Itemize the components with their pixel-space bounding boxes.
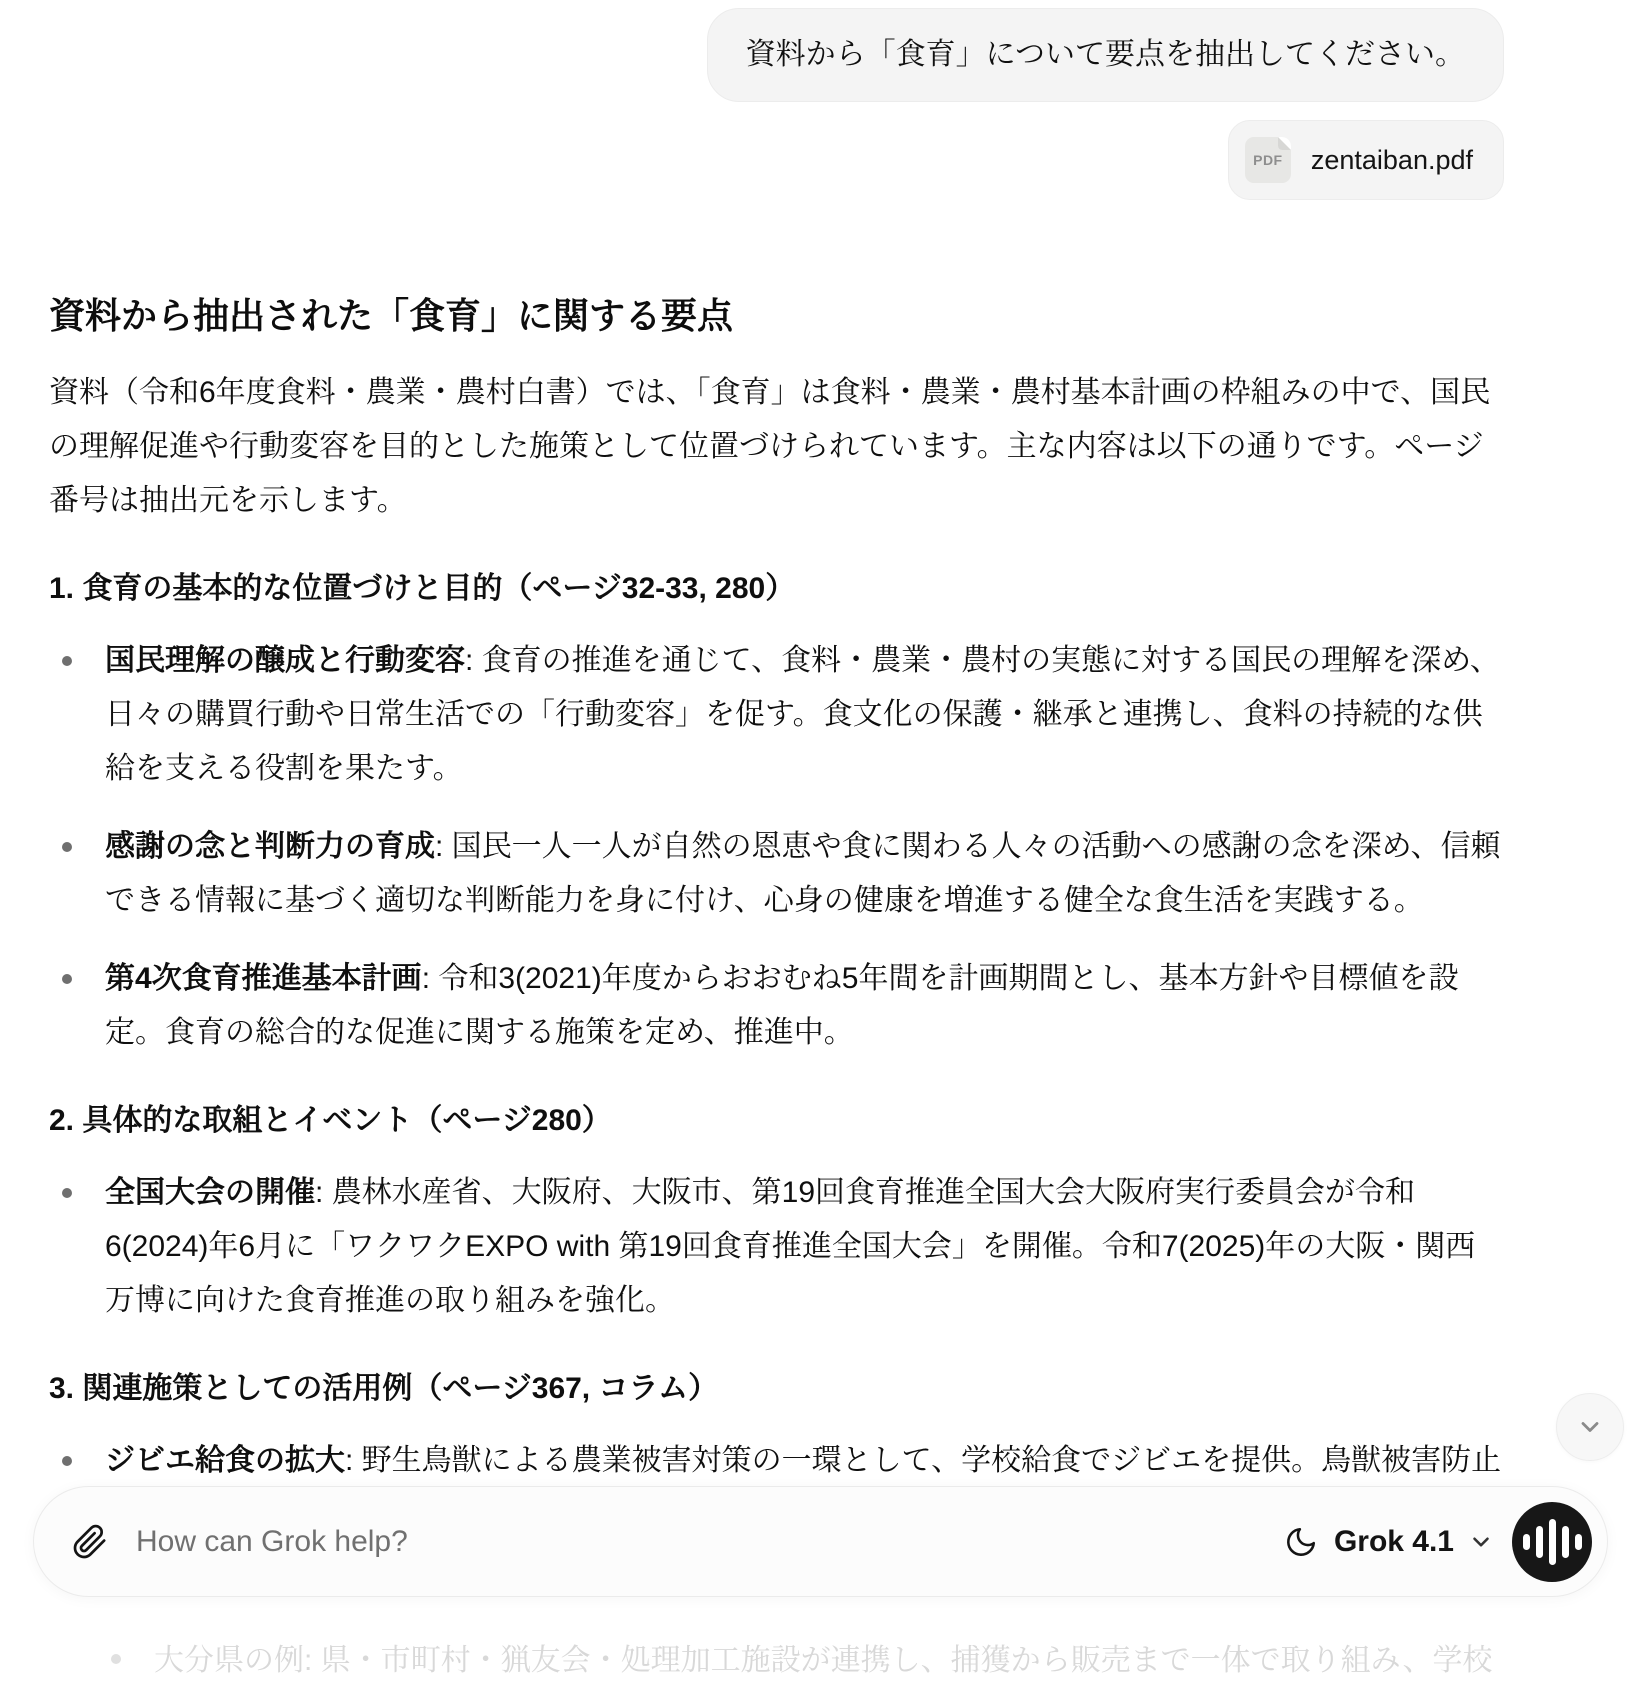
response-intro: 資料（令和6年度食料・農業・農村白書）では、「食育」は食料・農業・農村基本計画の枠組みの中で、国民の理解促進や行動変容を目的とした施策として位置づけられています。主な内容は以下の通りです。ページ番号は抽出元を示します。 [49, 376, 1491, 517]
faded-overflow-line [105, 1634, 1625, 1688]
message-input[interactable] [134, 1524, 1284, 1560]
moon-icon [1284, 1525, 1318, 1559]
bullet-lead: 全国大会の開催 [105, 1176, 315, 1209]
attach-file-button[interactable] [72, 1524, 108, 1560]
section-2-list [49, 1166, 1504, 1328]
faded-line-text: 大分県の例: 県・市町村・猟友会・処理加工施設が連携し、捕獲から販売まで一体で取り組み、学校 [154, 1644, 1493, 1677]
composer-bar[interactable] [33, 1486, 1608, 1597]
bullet-body: : 令和3(2021)年度からおおむね5年間を計画期間とし、基本方針や目標値を設定。食育の総合的な促進に関する施策を定め、推進中。 [105, 962, 1459, 1049]
section-2-title: 2. 具体的な取組とイベント（ページ280） [49, 1104, 612, 1137]
list-item [49, 820, 1504, 928]
section-3-list [49, 1434, 1504, 1488]
bullet-body: : 農林水産省、大阪府、大阪市、第19回食育推進全国大会大阪府実行委員会が令和6(2024)年6月に「ワクワクEXPO with 第19回食育推進全国大会」を開催。令和7(2025)年の大阪・関西万博に向けた食育推進の取り組みを強化。 [105, 1176, 1476, 1317]
chat-column [49, 0, 1504, 1488]
bullet-lead: 感謝の念と判断力の育成 [105, 830, 435, 863]
assistant-response [49, 294, 1504, 1488]
model-label: Grok 4.1 [1333, 1524, 1454, 1558]
model-selector[interactable] [1284, 1525, 1494, 1559]
bullet-body: : 国民一人一人が自然の恩恵や食に関わる人々の活動への感謝の念を深め、信頼できる情報に基づく適切な判断能力を身に付け、心身の健康を増進する健全な食生活を実践する。 [105, 830, 1501, 917]
bullet-lead: 国民理解の醸成と行動変容 [105, 644, 465, 677]
chevron-down-icon [1468, 1529, 1494, 1555]
bullet-dot-icon [111, 1654, 121, 1664]
bullet-dot-icon [62, 842, 72, 852]
list-item [49, 634, 1504, 796]
list-item [49, 952, 1504, 1060]
user-message-text: 資料から「食育」について要点を抽出してください。 [745, 38, 1465, 71]
bullet-body: : 野生鳥獣による農業被害対策の一環として、学校給食でジビエを提供。鳥獣被害防止 [345, 1444, 1502, 1477]
bullet-lead: ジビエ給食の拡大 [105, 1444, 345, 1477]
bullet-dot-icon [62, 1188, 72, 1198]
scroll-to-bottom-button[interactable] [1556, 1393, 1624, 1461]
list-item [49, 1434, 1504, 1488]
bullet-lead: 第4次食育推進基本計画 [105, 962, 422, 995]
response-title: 資料から抽出された「食育」に関する要点 [49, 295, 734, 336]
section-3-title: 3. 関連施策としての活用例（ページ367, コラム） [49, 1372, 719, 1405]
user-message-group [49, 0, 1504, 200]
paperclip-icon [72, 1524, 108, 1560]
section-1-title: 1. 食育の基本的な位置づけと目的（ページ32-33, 280） [49, 572, 796, 605]
waveform-icon [1523, 1534, 1530, 1550]
attachment-card[interactable] [1228, 120, 1504, 200]
bullet-dot-icon [62, 1456, 72, 1466]
chevron-down-icon [1576, 1413, 1604, 1441]
bullet-dot-icon [62, 656, 72, 666]
bullet-body: : 食育の推進を通じて、食料・農業・農村の実態に対する国民の理解を深め、日々の購買行動や日常生活での「行動変容」を促す。食文化の保護・継承と連携し、食料の持続的な供給を支える役割を果たす。 [105, 644, 1500, 785]
section-1-list [49, 634, 1504, 1060]
voice-mode-button[interactable] [1512, 1502, 1592, 1582]
attachment-filename: zentaiban.pdf [1310, 144, 1473, 175]
user-message-bubble [707, 8, 1504, 102]
bullet-dot-icon [62, 974, 72, 984]
pdf-file-icon [1245, 137, 1291, 183]
list-item [49, 1166, 1504, 1328]
pdf-badge-label: PDF [1253, 152, 1283, 168]
